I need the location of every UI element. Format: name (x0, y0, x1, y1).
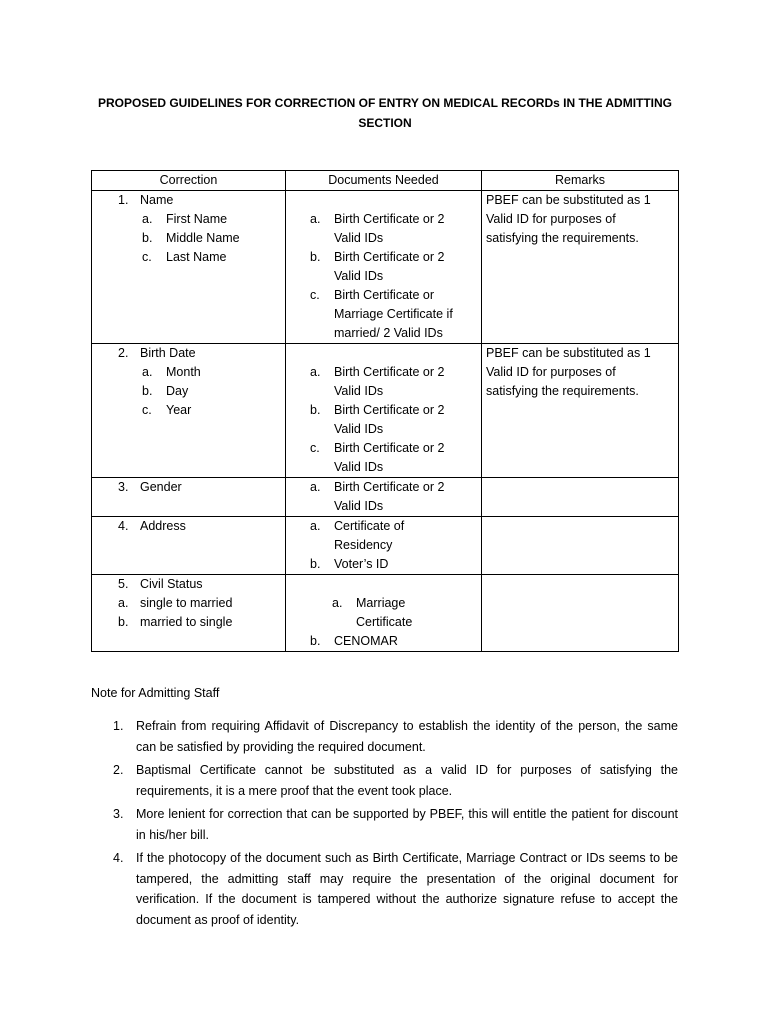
doc-text: Residency (334, 538, 393, 552)
sub-letter: a. (118, 596, 129, 610)
remark-line: PBEF can be substituted as 1 (486, 346, 651, 360)
sub-item: Year (166, 403, 192, 417)
row-title: Birth Date (140, 346, 196, 360)
row-number: 3. (118, 480, 129, 494)
doc-text: Certificate of (334, 519, 405, 533)
doc-letter: c. (310, 441, 320, 455)
note-number: 3. (113, 807, 124, 821)
header-correction: Correction (92, 171, 286, 191)
sub-letter: a. (142, 212, 153, 226)
table-row (92, 191, 679, 344)
sub-item: Last Name (166, 250, 227, 264)
doc-letter: b. (310, 250, 321, 264)
doc-text: Birth Certificate or 2 (334, 212, 445, 226)
documents-cell (286, 517, 482, 575)
note-text: If the photocopy of the document such as Birth Certificate, Marriage Contract or IDs seems to be tampered, the admitting staff may require the presentation of the original document for verification. If the document is tampered without the authorize signature refuse to accept the document as proof of identity. (136, 851, 678, 927)
row-number: 1. (118, 193, 129, 207)
remarks-cell (482, 575, 679, 652)
sub-item: single to married (140, 596, 233, 610)
documents-cell (286, 344, 482, 478)
row-title: Address (140, 519, 186, 533)
documents-cell (286, 191, 482, 344)
correction-cell (92, 575, 286, 652)
list-item (91, 848, 678, 930)
row-number: 2. (118, 346, 129, 360)
doc-text: Valid IDs (334, 384, 384, 398)
row-number: 4. (118, 519, 129, 533)
doc-text: Birth Certificate or 2 (334, 441, 445, 455)
sub-letter: a. (142, 365, 153, 379)
list-item (91, 716, 678, 757)
row-title: Civil Status (140, 577, 203, 591)
table-row (92, 517, 679, 575)
doc-letter: b. (310, 403, 321, 417)
notes-list (91, 716, 678, 933)
doc-letter: a. (310, 365, 321, 379)
remarks-cell (482, 191, 679, 344)
doc-text: Birth Certificate or 2 (334, 403, 445, 417)
header-documents-needed: Documents Needed (286, 171, 482, 191)
correction-cell (92, 191, 286, 344)
sub-letter: b. (118, 615, 129, 629)
remark-line: Valid ID for purposes of (486, 365, 616, 379)
note-text: More lenient for correction that can be supported by PBEF, this will entitle the patient for discount in his/her bill. (136, 807, 678, 842)
doc-letter: a. (310, 519, 321, 533)
guidelines-table (91, 170, 679, 652)
table-row (92, 575, 679, 652)
documents-cell (286, 575, 482, 652)
correction-cell (92, 517, 286, 575)
remark-line: PBEF can be substituted as 1 (486, 193, 651, 207)
note-number: 4. (113, 851, 124, 865)
title-line-1: PROPOSED GUIDELINES FOR CORRECTION OF ENTRY ON MEDICAL RECORDs IN THE ADMITTING (97, 96, 673, 110)
doc-text: married/ 2 Valid IDs (334, 326, 443, 340)
table-row (92, 344, 679, 478)
sub-letter: c. (142, 403, 152, 417)
doc-text: Birth Certificate or 2 (334, 365, 445, 379)
table-row (92, 478, 679, 517)
note-number: 2. (113, 763, 124, 777)
doc-letter: b. (310, 634, 321, 648)
remark-line: satisfying the requirements. (486, 231, 639, 245)
sub-letter: b. (142, 231, 153, 245)
doc-letter: a. (310, 212, 321, 226)
sub-item: Month (166, 365, 201, 379)
remarks-cell (482, 478, 679, 517)
doc-letter: c. (310, 288, 320, 302)
doc-text: CENOMAR (334, 634, 398, 648)
sub-letter: b. (142, 384, 153, 398)
doc-text: Voter’s ID (334, 557, 389, 571)
doc-letter: a. (332, 596, 343, 610)
doc-text: Certificate (356, 615, 413, 629)
list-item (91, 760, 678, 801)
doc-text: Marriage (356, 596, 406, 610)
sub-letter: c. (142, 250, 152, 264)
doc-text: Valid IDs (334, 269, 384, 283)
documents-cell (286, 478, 482, 517)
doc-text: Valid IDs (334, 460, 384, 474)
doc-text: Birth Certificate or 2 (334, 250, 445, 264)
remarks-cell (482, 517, 679, 575)
remarks-cell (482, 344, 679, 478)
remark-line: Valid ID for purposes of (486, 212, 616, 226)
doc-text: Valid IDs (334, 499, 384, 513)
doc-text: Birth Certificate or (334, 288, 435, 302)
header-remarks: Remarks (482, 171, 679, 191)
sub-item: Middle Name (166, 231, 240, 245)
correction-cell (92, 344, 286, 478)
doc-letter: a. (310, 480, 321, 494)
doc-text: Marriage Certificate if (334, 307, 453, 321)
remark-line: satisfying the requirements. (486, 384, 639, 398)
document-title (92, 94, 678, 133)
doc-text: Valid IDs (334, 231, 384, 245)
note-text: Baptismal Certificate cannot be substituted as a valid ID for purposes of satisfying the requirements, it is a mere proof that the event took place. (136, 763, 678, 798)
note-text: Refrain from requiring Affidavit of Discrepancy to establish the identity of the person, the same can be satisfied by providing the required document. (136, 719, 678, 754)
note-number: 1. (113, 719, 124, 733)
sub-item: First Name (166, 212, 228, 226)
doc-text: Valid IDs (334, 422, 384, 436)
table-header-row (92, 171, 679, 191)
doc-text: Birth Certificate or 2 (334, 480, 445, 494)
title-line-2: SECTION (358, 115, 412, 130)
sub-item: married to single (140, 615, 233, 629)
row-number: 5. (118, 577, 129, 591)
sub-item: Day (166, 384, 189, 398)
correction-cell (92, 478, 286, 517)
row-title: Name (140, 193, 174, 207)
row-title: Gender (140, 480, 182, 494)
doc-letter: b. (310, 557, 321, 571)
note-title: Note for Admitting Staff (91, 686, 220, 700)
list-item (91, 804, 678, 845)
